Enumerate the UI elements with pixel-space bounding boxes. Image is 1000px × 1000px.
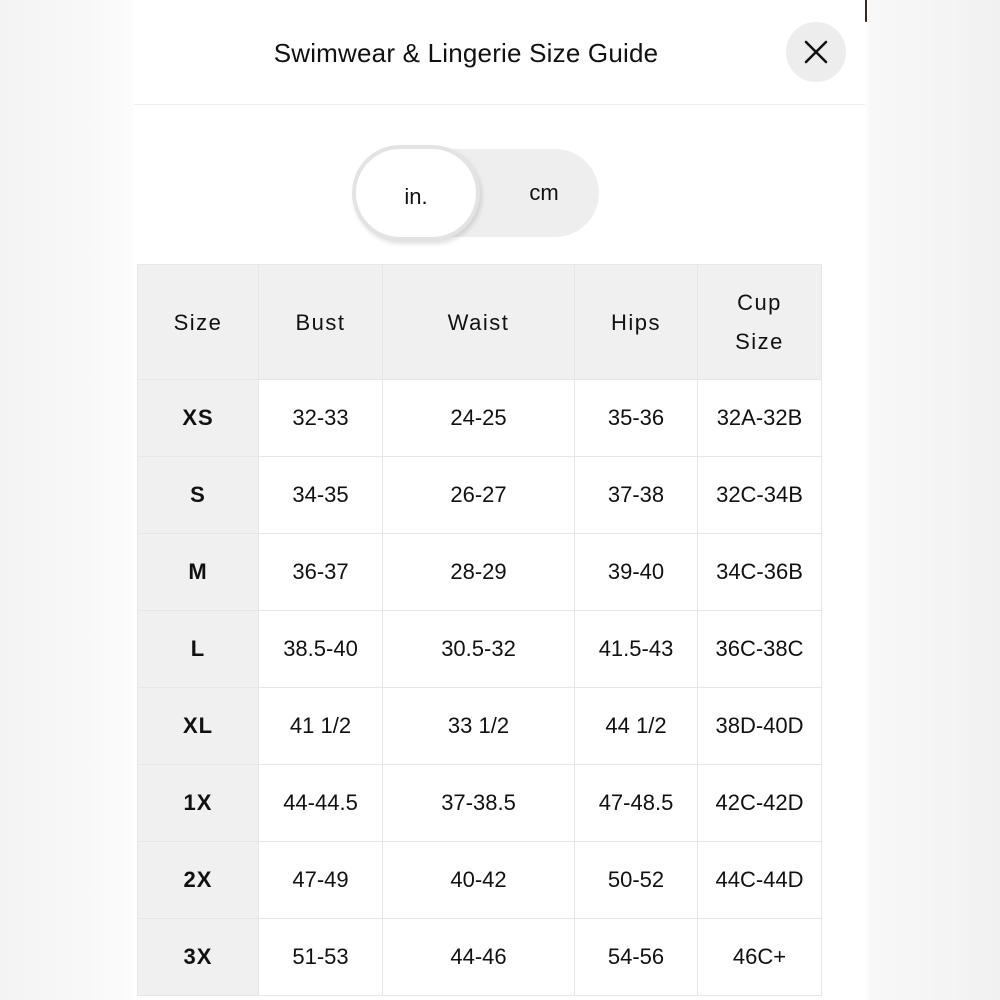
table-row	[138, 842, 822, 919]
cell-bust: 41 1/2	[259, 688, 383, 765]
header-cup-size-line2: Size	[735, 329, 784, 354]
cell-hips: 41.5-43	[575, 611, 698, 688]
cell-hips: 50-52	[575, 842, 698, 919]
table-row	[138, 765, 822, 842]
cell-cup-size: 42C-42D	[698, 765, 822, 842]
unit-toggle[interactable]	[356, 149, 599, 237]
header-bust: Bust	[259, 265, 383, 380]
modal-header	[134, 0, 865, 105]
header-cup-size-line1: Cup	[737, 290, 782, 315]
table-header-row	[138, 265, 822, 380]
size-table	[137, 264, 822, 996]
cell-hips: 39-40	[575, 534, 698, 611]
cell-waist: 37-38.5	[383, 765, 575, 842]
unit-option-in[interactable]: in.	[352, 145, 480, 241]
table-row	[138, 534, 822, 611]
cell-cup-size: 32C-34B	[698, 457, 822, 534]
cell-bust: 34-35	[259, 457, 383, 534]
cell-cup-size: 38D-40D	[698, 688, 822, 765]
header-hips: Hips	[575, 265, 698, 380]
cell-cup-size: 32A-32B	[698, 380, 822, 457]
cell-bust: 51-53	[259, 919, 383, 996]
cell-waist: 33 1/2	[383, 688, 575, 765]
cell-size: 1X	[138, 765, 259, 842]
table-row	[138, 919, 822, 996]
cell-hips: 37-38	[575, 457, 698, 534]
cell-size: XL	[138, 688, 259, 765]
cell-waist: 26-27	[383, 457, 575, 534]
cell-bust: 32-33	[259, 380, 383, 457]
cell-bust: 36-37	[259, 534, 383, 611]
close-button[interactable]	[786, 22, 846, 82]
cell-waist: 24-25	[383, 380, 575, 457]
cell-size: M	[138, 534, 259, 611]
cell-size: S	[138, 457, 259, 534]
cell-cup-size: 36C-38C	[698, 611, 822, 688]
cell-hips: 54-56	[575, 919, 698, 996]
cell-hips: 35-36	[575, 380, 698, 457]
header-waist: Waist	[383, 265, 575, 380]
cell-waist: 40-42	[383, 842, 575, 919]
cell-waist: 28-29	[383, 534, 575, 611]
close-icon	[803, 39, 829, 65]
cell-size: 2X	[138, 842, 259, 919]
cell-bust: 44-44.5	[259, 765, 383, 842]
cell-size: L	[138, 611, 259, 688]
cell-cup-size: 44C-44D	[698, 842, 822, 919]
cell-size: 3X	[138, 919, 259, 996]
table-row	[138, 611, 822, 688]
size-guide-modal	[134, 0, 865, 1000]
cell-size: XS	[138, 380, 259, 457]
unit-option-cm[interactable]: cm	[529, 180, 559, 205]
cell-waist: 44-46	[383, 919, 575, 996]
modal-title: Swimwear & Lingerie Size Guide	[273, 38, 659, 68]
cell-hips: 47-48.5	[575, 765, 698, 842]
table-row	[138, 457, 822, 534]
cell-hips: 44 1/2	[575, 688, 698, 765]
cell-cup-size: 34C-36B	[698, 534, 822, 611]
header-size: Size	[138, 265, 259, 380]
cell-cup-size: 46C+	[698, 919, 822, 996]
table-row	[138, 688, 822, 765]
table-row	[138, 380, 822, 457]
header-cup-size	[698, 265, 822, 380]
cell-waist: 30.5-32	[383, 611, 575, 688]
cell-bust: 38.5-40	[259, 611, 383, 688]
cell-bust: 47-49	[259, 842, 383, 919]
